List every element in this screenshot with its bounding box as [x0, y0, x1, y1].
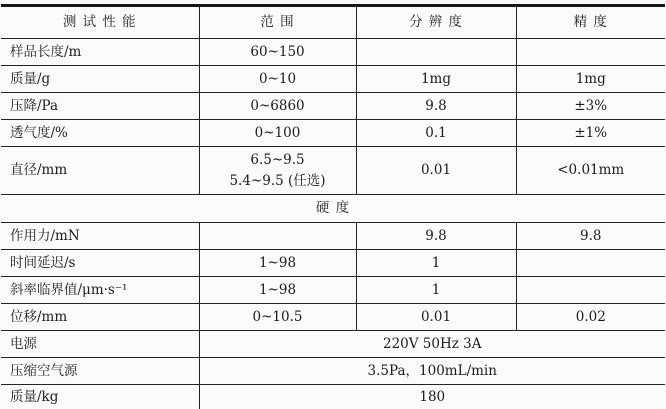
row-label: 质量/g [1, 66, 199, 93]
resolution-cell: 1mg [356, 66, 516, 93]
resolution-cell: 9.8 [356, 93, 516, 120]
range-option-1: 6.5~9.5 [250, 151, 305, 168]
row-label: 位移/mm [1, 304, 199, 331]
range-cell: 60~150 [199, 39, 356, 66]
row-label: 样品长度/m [1, 39, 199, 66]
range-cell: 0~6860 [199, 93, 356, 120]
precision-cell: <0.01mm [516, 147, 665, 195]
merged-value-cell: 220V 50Hz 3A [199, 331, 665, 358]
range-cell [199, 147, 356, 195]
row-label: 透气度/% [1, 120, 199, 147]
range-cell [199, 223, 356, 250]
section-header-row-hardness [1, 195, 665, 223]
table-row-permeability [1, 120, 665, 147]
table-row-mass-g [1, 66, 665, 93]
precision-cell: ±1% [516, 120, 665, 147]
row-label: 压缩空气源 [1, 358, 199, 385]
precision-cell [516, 39, 665, 66]
row-label: 时间延迟/s [1, 250, 199, 277]
resolution-cell: 1 [356, 277, 516, 304]
range-cell: 0~100 [199, 120, 356, 147]
table-row-pressure-drop [1, 93, 665, 120]
section-title: 硬 度 [1, 195, 665, 223]
table-row-compressed-air [1, 358, 665, 385]
precision-cell: 0.02 [516, 304, 665, 331]
range-cell: 1~98 [199, 250, 356, 277]
header-row [1, 6, 665, 39]
precision-cell: 1mg [516, 66, 665, 93]
row-label: 压降/Pa [1, 93, 199, 120]
table-row-applied-force [1, 223, 665, 250]
table-row-displacement [1, 304, 665, 331]
merged-value-cell: 3.5Pa，100mL/min [199, 358, 665, 385]
resolution-cell: 0.01 [356, 147, 516, 195]
resolution-cell: 0.01 [356, 304, 516, 331]
table-row-mass-kg [1, 385, 665, 409]
row-label: 作用力/mN [1, 223, 199, 250]
row-label: 电源 [1, 331, 199, 358]
precision-cell: ±3% [516, 93, 665, 120]
resolution-cell [356, 39, 516, 66]
table-row-power-supply [1, 331, 665, 358]
col-header-resolution: 分 辨 度 [356, 6, 516, 39]
test-performance-spec-table [1, 4, 665, 409]
table-row-slope-threshold [1, 277, 665, 304]
col-header-test-performance: 测 试 性 能 [1, 6, 199, 39]
table-row-sample-length [1, 39, 665, 66]
row-label: 质量/kg [1, 385, 199, 409]
table-row-diameter [1, 147, 665, 195]
range-cell: 1~98 [199, 277, 356, 304]
precision-cell [516, 277, 665, 304]
precision-cell: 9.8 [516, 223, 665, 250]
range-option-2: 5.4~9.5 (任选) [229, 172, 326, 189]
row-label: 直径/mm [1, 147, 199, 195]
row-label: 斜率临界值/μm·s⁻¹ [1, 277, 199, 304]
resolution-cell: 0.1 [356, 120, 516, 147]
resolution-cell: 1 [356, 250, 516, 277]
col-header-range: 范 围 [199, 6, 356, 39]
range-cell: 0~10.5 [199, 304, 356, 331]
merged-value-cell: 180 [199, 385, 665, 409]
range-cell: 0~10 [199, 66, 356, 93]
precision-cell [516, 250, 665, 277]
col-header-precision: 精 度 [516, 6, 665, 39]
resolution-cell: 9.8 [356, 223, 516, 250]
table-row-time-delay [1, 250, 665, 277]
